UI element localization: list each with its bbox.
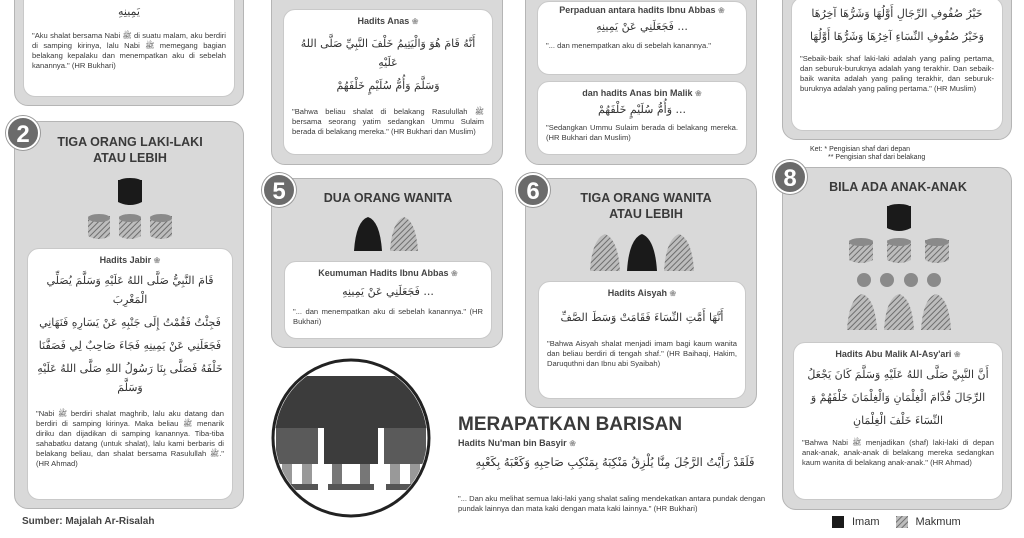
imam-figure [627, 234, 657, 271]
arabic-line: وَسَلَّمَ وَأُمُّ سُلَيْمٍ خَلْفَهُمْ [336, 79, 440, 92]
translation-text: "... dan menempatkan aku di sebelah kanannya." [546, 41, 711, 50]
merapatkan-title: MERAPATKAN BARISAN [458, 414, 683, 435]
section-number-badge: 6 [516, 173, 550, 207]
hadith-title: Hadits Aisyah ❀ [607, 288, 677, 298]
honorific-icon: ❀ [718, 6, 725, 15]
makmum-woman [921, 294, 951, 330]
panel-section6 [525, 178, 757, 408]
arabic-line: فَجِئْتُ فَقُمْتُ إِلَى جَنْبِهِ عَنْ يَسَارِهِ فَنَهَانِي [39, 316, 221, 329]
panel-column2-top [271, 0, 503, 165]
arabic-line: خَيْرُ صُفُوفِ الرِّجَالِ أَوَّلُهَا وَشَرُّهَا آخِرُهَا [811, 7, 983, 20]
section-number-badge: 8 [773, 160, 807, 194]
translation-text: "... dan menempatkan aku di sebelah kanannya." (HR Bukhari) [293, 307, 483, 326]
card-hadith-aisyah [538, 281, 746, 399]
child-figure [904, 273, 918, 287]
makmum-figure [664, 234, 694, 271]
honorific-icon: ❀ [953, 350, 961, 359]
section-title: BILA ADA ANAK-ANAK [829, 180, 967, 194]
source-text: Sumber: Majalah Ar-Risalah [22, 516, 155, 527]
arabic-line: خَلْفَهُ فَصَلَّى بِنَا رَسُولُ اللهِ صَلَّى اللهُ عَلَيْهِ وَسَلَّمَ [37, 362, 223, 394]
card-hadith-abu-malik [793, 342, 1003, 500]
panel-column4-top [782, 0, 1012, 140]
child-figure [880, 273, 894, 287]
section-title: TIGA ORANG WANITA ATAU LEBIH [580, 191, 712, 221]
arabic-text: أَنَّهَا أَمَّتِ النِّسَاءَ فَقَامَتْ وَسَطَ الصَّفِّ [560, 311, 724, 324]
translation-text: "Aku shalat bersama Nabi ﷺ di suatu malam, aku berdiri di samping kirinya, lalu Nabi ﷺ memegang bagian belakang kepalaku dan menempatkan aku di sebelah kanannya." (HR Bukhari) [32, 31, 227, 70]
figures-two-women [350, 215, 426, 253]
arabic-line: الرِّجَالَ قُدَّامَ الْغِلْمَانِ وَالْغِلْمَانَ خَلْفَهُمْ وَ [810, 391, 986, 404]
legend [832, 516, 961, 528]
honorific-icon: ❀ [669, 289, 677, 298]
card-hadith-jabir [27, 248, 233, 500]
translation-text: "Sedangkan Ummu Sulaim berada di belakang mereka. (HR Bukhari dan Muslim) [546, 123, 738, 142]
makmum-figure [590, 234, 620, 271]
imam-swatch-icon [832, 516, 844, 528]
merapatkan-hadith-title: Hadits Nu'man bin Basyir ❀ [458, 438, 576, 448]
honorific-icon: ❀ [411, 17, 419, 26]
honorific-icon: ❀ [695, 89, 702, 98]
makmum-swatch-icon [896, 516, 908, 528]
card-hadith-perpaduan [537, 1, 747, 75]
section-title: DUA ORANG WANITA [323, 191, 453, 205]
hadith-title: Keumuman Hadits Ibnu Abbas ❀ [318, 268, 458, 278]
card-hadith-column1-top [23, 0, 235, 97]
arabic-line: أَنَّهُ قَامَ هُوَ وَالْيَتِيمُ خَلْفَ النَّبِيِّ صَلَّى اللهُ عَلَيْهِ [300, 37, 476, 69]
panel-section5 [271, 178, 503, 348]
section-number-badge: 5 [262, 173, 296, 207]
hadith-title: Hadits Anas ❀ [357, 16, 419, 26]
makmum-figure [390, 217, 418, 251]
notes: Ket: * Pengisian shaf dari depan ** Pengisian shaf dari belakang [810, 146, 926, 161]
arabic-text: ... فَجَعَلَنِي عَنْ يَمِينِهِ [342, 285, 434, 298]
imam-figure [354, 217, 382, 251]
panel-column3-top [525, 0, 757, 165]
child-figure [927, 273, 941, 287]
translation-text: "Bahwa beliau shalat di belakang Rasulullah ﷺ bersama seorang yatim sedangkan Ummu Sulaim berada di belakang mereka." (HR Bukhari dan Muslim) [292, 107, 484, 136]
hadith-title: Hadits Jabir ❀ [99, 255, 161, 265]
arabic-line: فَجَعَلَنِي عَنْ يَمِينِهِ فَجَاءَ صَاحِبٌ لِي فَصَفَّنَا [38, 339, 222, 352]
translation-text: "Bahwa Aisyah shalat menjadi imam bagi kaum wanita dan beliau berdiri di tengah shaf." (HR Baihaqi, Hakim, Daruquthni dan Ibnu abi Syaibah) [547, 339, 737, 368]
hadith-title: dan hadits Anas bin Malik ❀ [582, 88, 702, 98]
arabic-text: ... فَجَعَلَنِي عَنْ يَمِينِهِ [596, 20, 688, 33]
arabic-text: ... وَأُمُّ سُلَيْمٍ خَلْفَهُمْ [597, 103, 687, 116]
honorific-icon: ❀ [153, 256, 161, 265]
legend-makmum-label: Makmum [915, 516, 961, 528]
translation-text: "Sebaik-baik shaf laki-laki adalah yang paling pertama, dan seburuk-buruknya adalah yang terakhir. Dan sebaik-baik wanita adalah yang paling terakhir, dan seburuk-buruknya adalah yang paling pertama." (HR Muslim) [800, 54, 994, 93]
card-hadith-ibnu-abbas [284, 261, 492, 339]
makmum-woman [847, 294, 877, 330]
panel-section2 [14, 121, 244, 509]
hadith-title: Perpaduan antara hadits Ibnu Abbas ❀ [559, 5, 725, 15]
rapat-shaf-illustration [262, 356, 440, 518]
arabic-text: يَمِينِهِ [118, 5, 140, 18]
section-title: TIGA ORANG LAKI-LAKI ATAU LEBIH [57, 135, 203, 165]
legend-imam-label: Imam [852, 516, 880, 528]
merapatkan-arabic: فَلَقَدْ رَأَيْتُ الرَّجُلَ مِنَّا يُلْزِقُ مَنْكِبَهُ بِمَنْكِبِ صَاحِبِهِ وَكَعْبَهُ بِكَعْبِهِ [475, 455, 755, 469]
figures-with-children [845, 202, 953, 332]
card-hadith-anas-bin-malik [537, 81, 747, 155]
panel-column1-top [14, 0, 244, 106]
translation-text: "Bahwa Nabi ﷺ menjadikan (shaf) laki-laki di depan anak-anak, anak-anak di belakang mereka sedangkan kaum wanita di belakang anak-anak." (HR Ahmad) [802, 438, 994, 467]
makmum-woman [884, 294, 914, 330]
translation-text: "Nabi ﷺ berdiri shalat maghrib, lalu aku datang dan berdiri di samping kirinya. Maka beliau ﷺ menarik diriku dan dijadikan di samping kanannya. Tiba-tiba sahabatku datang (untuk shalat), lalu kami berbaris di belakang beliau, dan shalat bersama Rasulullah ﷺ." (HR Ahmad) [36, 409, 224, 468]
child-figure [857, 273, 871, 287]
honorific-icon: ❀ [569, 439, 576, 448]
arabic-line: وَخَيْرُ صُفُوفِ النِّسَاءِ آخِرُهَا وَشَرُّهَا أَوَّلُهَا [809, 30, 984, 43]
card-hadith-shaf [791, 0, 1003, 131]
arabic-line: أَنَّ النَّبِيَّ صَلَّى اللهُ عَلَيْهِ وَسَلَّمَ كَانَ يَجْعَلُ [807, 368, 989, 381]
honorific-icon: ❀ [451, 269, 458, 278]
merapatkan-translation: "... Dan aku melihat semua laki-laki yang shalat saling mendekatkan antara pundak dengan pundak lainnya dan mata kaki dengan mata kaki lainnya." (HR Bukhari) [458, 494, 766, 513]
figures-three-men [85, 178, 175, 242]
hadith-title: Hadits Abu Malik Al-Asy'ari ❀ [835, 349, 961, 359]
arabic-line: النِّسَاءَ خَلْفَ الْغِلْمَانِ [852, 414, 944, 427]
figures-three-women [588, 231, 698, 273]
arabic-line: قَامَ النَّبِيُّ صَلَّى اللهُ عَلَيْهِ وَسَلَّمَ يُصَلِّي الْمَغْرِبَ [46, 274, 214, 306]
card-hadith-anas [283, 9, 493, 155]
panel-section8 [782, 167, 1012, 510]
section-number-badge: 2 [6, 116, 40, 150]
